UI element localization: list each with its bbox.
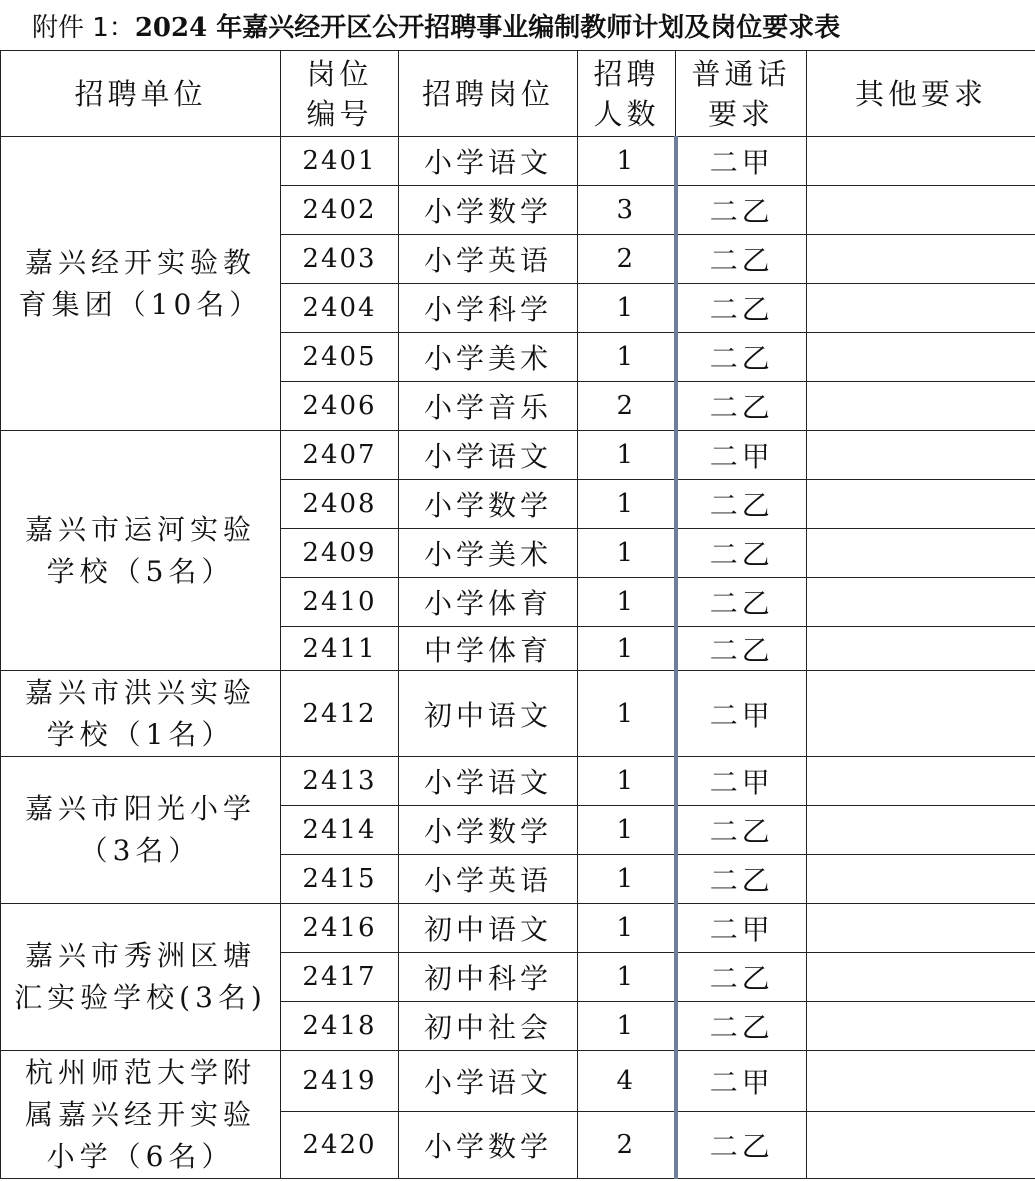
title-prefix: 附件 1： xyxy=(32,13,135,43)
unit-name-line-1: 嘉兴市运河实验 xyxy=(24,512,256,546)
headcount-cell: 1 xyxy=(578,806,676,855)
putonghua-requirement-cell: 二乙 xyxy=(676,1002,807,1051)
header-putonghua-line1: 普通话 xyxy=(691,56,791,91)
position-code-cell: 2410 xyxy=(281,578,399,627)
position-code-cell: 2406 xyxy=(281,382,399,431)
other-requirements-cell xyxy=(807,382,1035,431)
position-code-cell: 2416 xyxy=(281,904,399,953)
other-requirements-cell xyxy=(807,137,1035,186)
putonghua-requirement-cell: 二乙 xyxy=(676,855,807,904)
position-name-cell: 小学数学 xyxy=(399,1112,578,1179)
other-requirements-cell xyxy=(807,186,1035,235)
recruitment-table xyxy=(0,50,1035,1179)
headcount-cell: 1 xyxy=(578,627,676,671)
headcount-cell: 1 xyxy=(578,431,676,480)
other-requirements-cell xyxy=(807,855,1035,904)
headcount-cell: 1 xyxy=(578,1002,676,1051)
position-code-cell: 2407 xyxy=(281,431,399,480)
position-code-cell: 2401 xyxy=(281,137,399,186)
table-row xyxy=(1,671,1035,757)
position-code-cell: 2418 xyxy=(281,1002,399,1051)
header-other: 其他要求 xyxy=(807,51,1035,137)
unit-name-line-1: 嘉兴市秀洲区塘 xyxy=(24,939,256,972)
header-row xyxy=(1,51,1035,137)
unit-cell xyxy=(1,431,281,671)
position-code-cell: 2420 xyxy=(281,1112,399,1179)
table-row xyxy=(1,904,1035,953)
putonghua-requirement-cell: 二乙 xyxy=(676,627,807,671)
table-body xyxy=(1,137,1035,1179)
putonghua-requirement-cell: 二乙 xyxy=(676,1112,807,1179)
putonghua-requirement-cell: 二乙 xyxy=(676,284,807,333)
other-requirements-cell xyxy=(807,529,1035,578)
other-requirements-cell xyxy=(807,1002,1035,1051)
header-count xyxy=(578,51,676,137)
position-code-cell: 2417 xyxy=(281,953,399,1002)
position-name-cell: 小学语文 xyxy=(399,137,578,186)
unit-name-line-2: 属嘉兴经开实验 xyxy=(24,1097,256,1131)
other-requirements-cell xyxy=(807,578,1035,627)
table-row xyxy=(1,1051,1035,1112)
position-name-cell: 小学数学 xyxy=(399,806,578,855)
position-name-cell: 初中语文 xyxy=(399,671,578,757)
headcount-cell: 1 xyxy=(578,333,676,382)
putonghua-requirement-cell: 二乙 xyxy=(676,333,807,382)
position-code-cell: 2414 xyxy=(281,806,399,855)
headcount-cell: 1 xyxy=(578,904,676,953)
unit-name-line-2: 汇实验学校(3名) xyxy=(14,981,267,1014)
other-requirements-cell xyxy=(807,953,1035,1002)
putonghua-requirement-cell: 二甲 xyxy=(676,904,807,953)
position-code-cell: 2419 xyxy=(281,1051,399,1112)
putonghua-requirement-cell: 二乙 xyxy=(676,480,807,529)
position-code-cell: 2413 xyxy=(281,757,399,806)
position-name-cell: 小学英语 xyxy=(399,855,578,904)
headcount-cell: 1 xyxy=(578,855,676,904)
position-code-cell: 2409 xyxy=(281,529,399,578)
headcount-cell: 1 xyxy=(578,757,676,806)
headcount-cell: 2 xyxy=(578,1112,676,1179)
unit-name-line-3: 小学（6名） xyxy=(46,1139,235,1173)
putonghua-requirement-cell: 二甲 xyxy=(676,1051,807,1112)
position-name-cell: 小学语文 xyxy=(399,431,578,480)
other-requirements-cell xyxy=(807,904,1035,953)
other-requirements-cell xyxy=(807,757,1035,806)
putonghua-requirement-cell: 二乙 xyxy=(676,953,807,1002)
unit-name-line-1: 嘉兴市阳光小学 xyxy=(24,792,256,825)
header-putonghua xyxy=(676,51,807,137)
position-name-cell: 初中语文 xyxy=(399,904,578,953)
unit-cell xyxy=(1,1051,281,1179)
position-name-cell: 小学语文 xyxy=(399,1051,578,1112)
headcount-cell: 1 xyxy=(578,284,676,333)
position-name-cell: 小学数学 xyxy=(399,186,578,235)
headcount-cell: 2 xyxy=(578,235,676,284)
position-code-cell: 2403 xyxy=(281,235,399,284)
unit-name-line-1: 嘉兴市洪兴实验 xyxy=(24,675,256,709)
putonghua-requirement-cell: 二甲 xyxy=(676,137,807,186)
other-requirements-cell xyxy=(807,806,1035,855)
putonghua-requirement-cell: 二甲 xyxy=(676,671,807,757)
unit-name-line-2: 学校（1名） xyxy=(46,717,235,751)
putonghua-requirement-cell: 二甲 xyxy=(676,431,807,480)
position-name-cell: 小学英语 xyxy=(399,235,578,284)
position-code-cell: 2405 xyxy=(281,333,399,382)
other-requirements-cell xyxy=(807,1051,1035,1112)
title-main: 2024 年嘉兴经开区公开招聘事业编制教师计划及岗位要求表 xyxy=(134,13,841,43)
document-title xyxy=(32,8,840,48)
table-row xyxy=(1,431,1035,480)
other-requirements-cell xyxy=(807,1112,1035,1179)
unit-name-line-1: 杭州师范大学附 xyxy=(24,1055,256,1089)
header-count-line1: 招聘 xyxy=(593,56,660,91)
putonghua-requirement-cell: 二甲 xyxy=(676,757,807,806)
header-code-line2: 编号 xyxy=(306,96,373,131)
headcount-cell: 1 xyxy=(578,529,676,578)
header-post: 招聘岗位 xyxy=(399,51,578,137)
header-code xyxy=(281,51,399,137)
headcount-cell: 1 xyxy=(578,578,676,627)
putonghua-requirement-cell: 二乙 xyxy=(676,235,807,284)
position-code-cell: 2404 xyxy=(281,284,399,333)
position-name-cell: 小学体育 xyxy=(399,578,578,627)
other-requirements-cell xyxy=(807,235,1035,284)
position-code-cell: 2402 xyxy=(281,186,399,235)
other-requirements-cell xyxy=(807,627,1035,671)
other-requirements-cell xyxy=(807,480,1035,529)
unit-name-line-2: （3名） xyxy=(79,834,202,867)
unit-cell xyxy=(1,904,281,1051)
header-putonghua-line2: 要求 xyxy=(707,96,774,131)
position-name-cell: 小学美术 xyxy=(399,333,578,382)
putonghua-requirement-cell: 二乙 xyxy=(676,578,807,627)
unit-name-line-2: 学校（5名） xyxy=(46,554,235,588)
other-requirements-cell xyxy=(807,333,1035,382)
position-name-cell: 初中科学 xyxy=(399,953,578,1002)
putonghua-requirement-cell: 二乙 xyxy=(676,529,807,578)
unit-cell xyxy=(1,671,281,757)
headcount-cell: 3 xyxy=(578,186,676,235)
headcount-cell: 2 xyxy=(578,382,676,431)
unit-name-line-1: 嘉兴经开实验教 xyxy=(24,245,256,279)
table-row xyxy=(1,757,1035,806)
unit-cell xyxy=(1,757,281,904)
header-count-line2: 人数 xyxy=(593,96,660,131)
position-code-cell: 2408 xyxy=(281,480,399,529)
position-code-cell: 2411 xyxy=(281,627,399,671)
other-requirements-cell xyxy=(807,671,1035,757)
unit-cell xyxy=(1,137,281,431)
position-name-cell: 小学语文 xyxy=(399,757,578,806)
position-name-cell: 小学音乐 xyxy=(399,382,578,431)
position-name-cell: 小学数学 xyxy=(399,480,578,529)
position-code-cell: 2415 xyxy=(281,855,399,904)
putonghua-requirement-cell: 二乙 xyxy=(676,806,807,855)
headcount-cell: 4 xyxy=(578,1051,676,1112)
putonghua-requirement-cell: 二乙 xyxy=(676,186,807,235)
position-name-cell: 小学科学 xyxy=(399,284,578,333)
putonghua-requirement-cell: 二乙 xyxy=(676,382,807,431)
headcount-cell: 1 xyxy=(578,953,676,1002)
position-code-cell: 2412 xyxy=(281,671,399,757)
header-unit: 招聘单位 xyxy=(1,51,281,137)
position-name-cell: 小学美术 xyxy=(399,529,578,578)
position-name-cell: 中学体育 xyxy=(399,627,578,671)
header-code-line1: 岗位 xyxy=(306,56,373,91)
table-row xyxy=(1,137,1035,186)
unit-name-line-2: 育集团（10名） xyxy=(18,287,263,321)
other-requirements-cell xyxy=(807,284,1035,333)
headcount-cell: 1 xyxy=(578,137,676,186)
headcount-cell: 1 xyxy=(578,671,676,757)
other-requirements-cell xyxy=(807,431,1035,480)
headcount-cell: 1 xyxy=(578,480,676,529)
position-name-cell: 初中社会 xyxy=(399,1002,578,1051)
